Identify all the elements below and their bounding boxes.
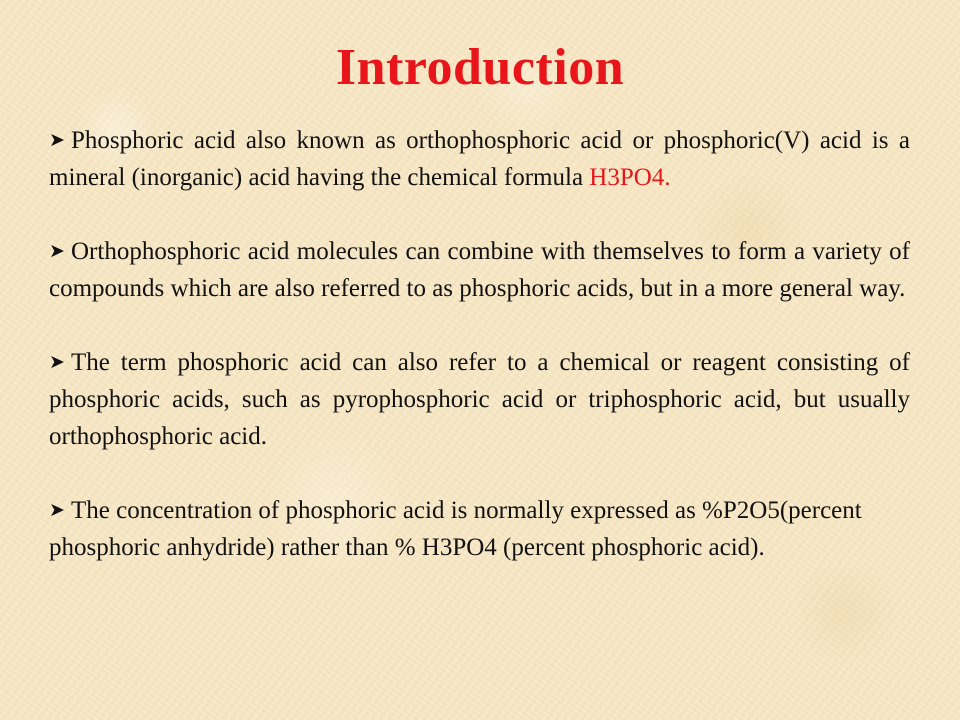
slide-title: Introduction [335,39,625,96]
arrow-bullet-icon: ➤ [49,352,65,373]
bullet-item-3 [49,344,910,455]
bullet-list [49,122,910,566]
bullet-text: Orthophosphoric acid molecules can combine with themselves to form a variety of compounds which are also referred to as phosphoric acids, but in a more general way. [49,238,910,302]
bullet-text: Phosphoric acid also known as orthophosphoric acid or phosphoric(V) acid is a mineral (inorganic) acid having the chemical formula [49,127,910,191]
arrow-bullet-icon: ➤ [49,130,65,151]
bullet-item-2 [49,233,910,307]
bullet-item-1 [49,122,910,196]
chemical-formula: H3PO4. [589,164,671,191]
arrow-bullet-icon: ➤ [49,500,65,521]
bullet-text: The concentration of phosphoric acid is normally expressed as %P2O5(percent phosphoric anhydride) rather than % H3PO4 (percent phosphoric acid). [49,497,862,561]
bullet-item-4 [49,492,910,566]
arrow-bullet-icon: ➤ [49,241,65,262]
bullet-text: The term phosphoric acid can also refer to a chemical or reagent consisting of phosphoric acids, such as pyrophosphoric acid or triphosphoric acid, but usually orthophosphoric acid. [49,349,910,450]
